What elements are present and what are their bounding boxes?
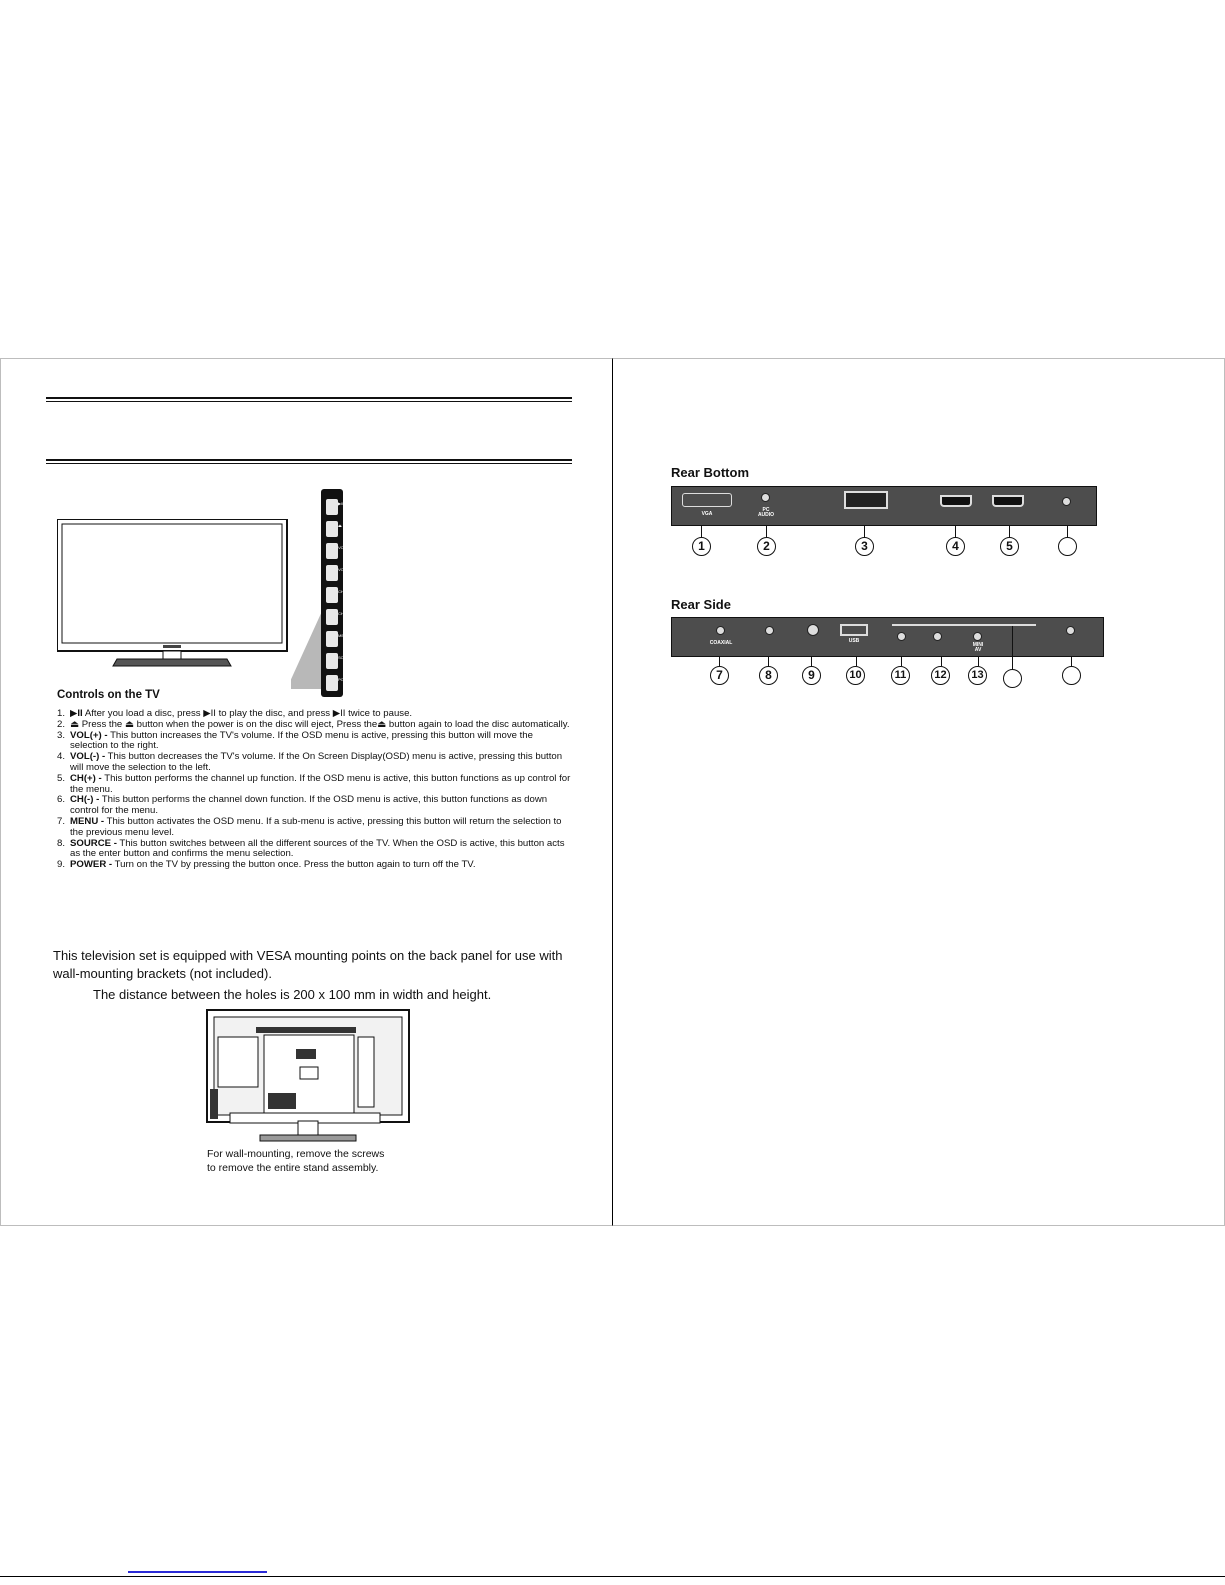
left-page (0, 358, 613, 1226)
ch-up-button[interactable] (326, 587, 338, 603)
header-rule-bottom (46, 459, 572, 464)
footer-rule (0, 1576, 1225, 1577)
item-number: 1. (57, 708, 66, 719)
item-text: This button activates the OSD menu. If a sub-menu is active, pressing this button will return the selection to the previous menu level. (70, 815, 562, 838)
item-number: 9. (57, 859, 66, 871)
leader-line (978, 656, 979, 666)
pc-audio-label-line1: PC (762, 507, 770, 513)
pc-audio-jack[interactable] (761, 493, 770, 502)
pc-audio-label-line2: AUDIO (757, 512, 775, 518)
leader-line (768, 656, 769, 666)
item-label: MENU - (70, 815, 105, 827)
list-item (57, 860, 572, 871)
callout-number: 2 (757, 537, 776, 556)
leader-line (811, 656, 812, 666)
item-text: This button decreases the TV's volume. If the On Screen Display(OSD) menu is active, pressing this button will move the selection to the left. (70, 751, 563, 773)
right-page (612, 358, 1225, 1226)
item-text: This button performs the channel down function. If the OSD menu is active, this button functions as down control for the menu. (70, 794, 548, 817)
side-label: VOL+ (338, 545, 349, 550)
item-label: ⏏ (70, 718, 80, 730)
side-label: SOURCE (338, 655, 356, 660)
side-label: POWER (338, 677, 354, 682)
item-text: This button performs the channel up function. If the OSD menu is active, this button functions as up control for the menu. (70, 772, 571, 795)
leader-line (864, 525, 865, 537)
coaxial-jack[interactable] (716, 626, 725, 635)
controls-list (57, 709, 572, 871)
controls-title: Controls on the TV (57, 689, 160, 701)
item-number: 2. (57, 718, 66, 730)
item-label: SOURCE - (70, 837, 117, 849)
callout-number: 1 (692, 537, 711, 556)
leader-line (766, 525, 767, 537)
footer-link-underline (128, 1571, 267, 1573)
list-item (57, 795, 572, 817)
item-label: VOL(-) - (70, 751, 106, 763)
rear-side-jack-12[interactable] (933, 632, 942, 641)
leader-line (1012, 626, 1013, 670)
item-number: 7. (57, 815, 66, 827)
side-label: CH+ (338, 589, 347, 594)
vesa-sep: x (314, 987, 329, 1002)
item-label: CH(-) - (70, 794, 100, 806)
source-button[interactable] (326, 653, 338, 669)
power-button[interactable] (326, 675, 338, 691)
item-label: ▶II (70, 708, 83, 719)
side-label: ⏏ (338, 523, 342, 528)
usb-port[interactable] (840, 624, 868, 636)
item-label: VOL(+) - (70, 729, 108, 741)
side-label: ▶II (338, 501, 344, 506)
leader-line (701, 525, 702, 537)
item-text: Turn on the TV by pressing the button once. Press the button again to turn off the TV. (112, 859, 476, 871)
callout-number: 3 (855, 537, 874, 556)
item-label: CH(+) - (70, 772, 102, 784)
vesa-caption (207, 1147, 384, 1175)
rear-side-jack-9[interactable] (807, 624, 819, 636)
side-label: CH- (338, 611, 346, 616)
vesa-distance (93, 987, 491, 1002)
item-text: This button switches between all the different sources of the TV. When the OSD is active, this button acts as the enter button and confirms the menu selection. (70, 837, 565, 860)
rear-side-title: Rear Side (671, 597, 731, 612)
header-rule-top (46, 397, 572, 402)
list-item (57, 817, 572, 839)
mini-av-label-line1: MINI (972, 642, 984, 648)
vol-up-button[interactable] (326, 543, 338, 559)
vesa-paragraph: This television set is equipped with VESA mounting points on the back panel for use with wall-mounting brackets (not included). (53, 948, 563, 981)
play-pause-button[interactable] (326, 499, 338, 515)
hdmi-port-1[interactable] (940, 495, 972, 507)
mini-av-jack[interactable] (973, 632, 982, 641)
leader-line (1071, 656, 1072, 666)
callout-number (1058, 537, 1077, 556)
callout-number: 11 (891, 666, 910, 685)
callout-number: 12 (931, 666, 950, 685)
vesa-caption-line: to remove the entire stand assembly. (207, 1162, 379, 1174)
vesa-width: 200 (293, 987, 315, 1002)
rear-bottom-title: Rear Bottom (671, 465, 750, 480)
vol-down-button[interactable] (326, 565, 338, 581)
rear-side-jack-8[interactable] (765, 626, 774, 635)
list-item (57, 839, 572, 861)
list-item (57, 774, 572, 796)
item-number: 6. (57, 794, 66, 806)
vga-label: VGA (701, 511, 713, 517)
vesa-distance-suffix: mm in width and height. (350, 987, 492, 1002)
leader-line (941, 656, 942, 666)
ch-down-button[interactable] (326, 609, 338, 625)
callout-number: 4 (946, 537, 965, 556)
leader-line (1009, 525, 1010, 537)
item-number: 3. (57, 729, 66, 741)
scart-port[interactable] (844, 491, 888, 509)
vesa-distance-prefix: The distance between the holes is (93, 987, 294, 1002)
item-text: After you load a disc, press ▶II to play the disc, and press ▶II twice to pause. (82, 708, 413, 719)
tv-front-illustration (57, 519, 289, 669)
callout-number (1003, 669, 1022, 688)
rear-side-jack-11[interactable] (897, 632, 906, 641)
list-item (57, 731, 572, 753)
rear-side-jack-15[interactable] (1066, 626, 1075, 635)
pc-audio-label (748, 508, 784, 518)
vesa-height: 100 (328, 987, 351, 1002)
mini-av-label-line2: AV (974, 647, 982, 653)
item-text: Press the ⏏ button when the power is on the disc will eject, Press the⏏ button again to load the disc automatically. (79, 718, 570, 730)
card-slot[interactable] (892, 624, 1036, 626)
mini-av-label (964, 643, 992, 653)
side-controls-callout (291, 609, 323, 689)
callout-number: 7 (710, 666, 729, 685)
rear-bottom-jack[interactable] (1062, 497, 1071, 506)
item-label: POWER - (70, 859, 113, 871)
vesa-caption-line: For wall-mounting, remove the screws (207, 1148, 385, 1160)
callout-number: 10 (846, 666, 865, 685)
callout-number (1062, 666, 1081, 685)
menu-button[interactable] (326, 631, 338, 647)
coaxial-label: COAXIAL (709, 640, 733, 646)
vga-port[interactable] (682, 493, 732, 507)
leader-line (955, 525, 956, 537)
leader-line (1067, 525, 1068, 537)
side-label: VOL- (338, 567, 348, 572)
callout-number: 13 (968, 666, 987, 685)
callout-number: 8 (759, 666, 778, 685)
leader-line (856, 656, 857, 666)
callout-number: 5 (1000, 537, 1019, 556)
item-number: 8. (57, 837, 66, 849)
leader-line (901, 656, 902, 666)
callout-number: 9 (802, 666, 821, 685)
item-number: 5. (57, 772, 66, 784)
usb-label: USB (848, 638, 860, 644)
rear-side-panel (671, 617, 1104, 657)
rear-bottom-panel (671, 486, 1097, 526)
side-label: MENU (338, 633, 350, 638)
item-number: 4. (57, 751, 66, 763)
hdmi-port-2[interactable] (992, 495, 1024, 507)
tv-back-illustration (206, 1009, 411, 1149)
item-text: This button increases the TV's volume. If the OSD menu is active, pressing this button will move the selection to the right. (70, 729, 533, 752)
eject-button[interactable] (326, 521, 338, 537)
side-button-strip (321, 489, 356, 697)
leader-line (719, 656, 720, 666)
list-item (57, 752, 572, 774)
